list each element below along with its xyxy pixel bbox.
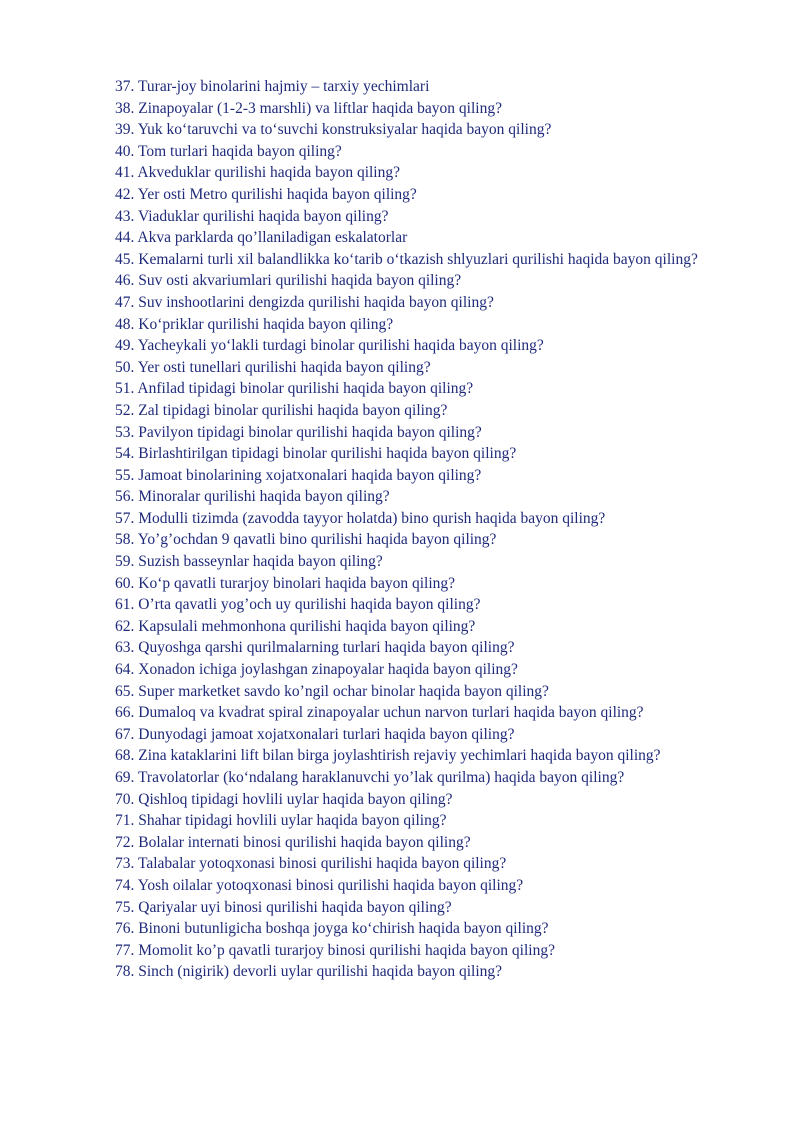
question-item [115, 314, 742, 336]
question-item [115, 637, 742, 659]
question-number: 73. [115, 855, 135, 873]
question-item [115, 98, 742, 120]
question-item [115, 529, 742, 551]
question-text: Qariyalar uyi binosi qurilishi haqida bayon qiling? [138, 898, 452, 916]
question-text: Akveduklar qurilishi haqida bayon qiling? [137, 164, 400, 182]
question-text: Tom turlari haqida bayon qiling? [137, 142, 342, 160]
question-number: 67. [115, 725, 135, 743]
question-item [115, 206, 742, 228]
question-number: 40. [115, 142, 135, 160]
question-number: 55. [115, 466, 135, 484]
question-item [115, 875, 742, 897]
question-text: Kapsulali mehmonhona qurilishi haqida bayon qiling? [138, 617, 476, 635]
question-text: Suv inshootlarini dengizda qurilishi haqida bayon qiling? [138, 293, 494, 311]
question-text: Suzish basseynlar haqida bayon qiling? [138, 553, 383, 571]
question-text: Talabalar yotoqxonasi binosi qurilishi haqida bayon qiling? [137, 855, 507, 873]
question-item [115, 767, 742, 789]
question-number: 44. [115, 229, 135, 247]
question-text: Yuk ko‘taruvchi va to‘suvchi konstruksiyalar haqida bayon qiling? [137, 121, 552, 139]
question-item [115, 400, 742, 422]
question-number: 38. [115, 99, 135, 117]
question-item [115, 162, 742, 184]
question-item [115, 508, 742, 530]
question-number: 59. [115, 553, 135, 571]
question-text: Travolatorlar (ko‘ndalang haraklanuvchi yo’lak qurilma) haqida bayon qiling? [137, 769, 625, 786]
question-number: 57. [115, 509, 135, 527]
question-number: 56. [115, 488, 135, 506]
question-number: 72. [115, 833, 135, 851]
question-number: 47. [115, 293, 135, 311]
question-item [115, 270, 742, 292]
question-number: 52. [115, 401, 135, 419]
question-number: 69. [115, 769, 135, 786]
question-item [115, 745, 742, 767]
question-text: Turar-joy binolarini hajmiy – tarxiy yechimlari [137, 78, 430, 95]
question-text: Ko‘p qavatli turarjoy binolari haqida bayon qiling? [138, 574, 456, 592]
question-item [115, 119, 742, 141]
question-item [115, 616, 742, 638]
question-text: Yacheykali yo‘lakli turdagi binolar qurilishi haqida bayon qiling? [137, 337, 544, 355]
question-number: 77. [115, 941, 135, 959]
question-item [115, 249, 742, 271]
question-text: Zina kataklarini lift bilan birga joylashtirish rejaviy yechimlari haqida bayon qiling? [138, 747, 661, 765]
question-number: 49. [115, 337, 135, 355]
question-item [115, 141, 742, 163]
question-number: 41. [115, 164, 135, 182]
question-text: Super marketket savdo ko’ngil ochar binolar haqida bayon qiling? [138, 682, 549, 700]
question-text: Yer osti tunellari qurilishi haqida bayon qiling? [137, 358, 431, 376]
question-text: Shahar tipidagi hovlili uylar haqida bayon qiling? [138, 812, 447, 830]
question-item [115, 357, 742, 379]
question-item [115, 594, 742, 616]
question-number: 70. [115, 790, 135, 808]
question-text: Sinch (nigirik) devorli uylar qurilishi haqida bayon qiling? [138, 963, 503, 981]
question-item [115, 378, 742, 400]
document-page [115, 76, 742, 983]
question-item [115, 76, 742, 98]
question-item [115, 832, 742, 854]
question-number: 71. [115, 812, 135, 830]
question-text: Dunyodagi jamoat xojatxonalari turlari haqida bayon qiling? [138, 725, 515, 743]
question-item [115, 853, 742, 875]
question-item [115, 184, 742, 206]
question-number: 39. [115, 121, 135, 139]
question-number: 75. [115, 898, 135, 916]
question-number: 43. [115, 207, 135, 225]
question-text: Kemalarni turli xil balandlikka ko‘tarib o‘tkazish shlyuzlari qurilishi haqida bayon qiling? [138, 250, 698, 268]
question-item [115, 961, 742, 983]
question-number: 42. [115, 185, 135, 203]
question-text: Pavilyon tipidagi binolar qurilishi haqida bayon qiling? [138, 423, 482, 441]
question-number: 65. [115, 682, 135, 700]
question-text: Jamoat binolarining xojatxonalari haqida bayon qiling? [138, 466, 482, 484]
question-text: Dumaloq va kvadrat spiral zinapoyalar uchun narvon turlari haqida bayon qiling? [138, 704, 644, 722]
question-text: Akva parklarda qo’llaniladigan eskalatorlar [137, 229, 408, 247]
question-number: 60. [115, 574, 135, 592]
question-item [115, 443, 742, 465]
question-text: Ko‘priklar qurilishi haqida bayon qiling? [138, 315, 394, 333]
question-item [115, 897, 742, 919]
question-item [115, 227, 742, 249]
question-number: 62. [115, 617, 135, 635]
question-item [115, 486, 742, 508]
question-text: Yer osti Metro qurilishi haqida bayon qiling? [137, 185, 417, 203]
question-list [115, 76, 742, 983]
question-number: 46. [115, 272, 135, 290]
question-number: 58. [115, 531, 135, 549]
question-item [115, 335, 742, 357]
question-item [115, 681, 742, 703]
question-text: Quyoshga qarshi qurilmalarning turlari haqida bayon qiling? [138, 639, 515, 657]
question-text: Modulli tizimda (zavodda tayyor holatda) bino qurish haqida bayon qiling? [138, 509, 606, 527]
question-text: Zal tipidagi binolar qurilishi haqida bayon qiling? [138, 401, 448, 419]
question-number: 78. [115, 963, 135, 981]
question-text: Bolalar internati binosi qurilishi haqida bayon qiling? [138, 833, 471, 851]
question-text: Momolit ko’p qavatli turarjoy binosi qurilishi haqida bayon qiling? [138, 941, 555, 959]
question-item [115, 465, 742, 487]
question-number: 63. [115, 639, 135, 657]
question-number: 51. [115, 380, 135, 398]
question-text: Yosh oilalar yotoqxonasi binosi qurilishi haqida bayon qiling? [137, 876, 524, 894]
question-text: Viaduklar qurilishi haqida bayon qiling? [137, 207, 389, 225]
question-item [115, 551, 742, 573]
question-number: 53. [115, 423, 135, 441]
question-text: Binoni butunligicha boshqa joyga ko‘chirish haqida bayon qiling? [138, 920, 549, 938]
question-text: Zinapoyalar (1-2-3 marshli) va liftlar haqida bayon qiling? [138, 99, 502, 117]
question-item [115, 573, 742, 595]
question-text: Suv osti akvariumlari qurilishi haqida bayon qiling? [138, 272, 462, 290]
question-number: 74. [115, 876, 135, 894]
question-number: 37. [115, 78, 135, 95]
question-text: Xonadon ichiga joylashgan zinapoyalar haqida bayon qiling? [138, 661, 518, 679]
question-item [115, 659, 742, 681]
question-number: 61. [115, 596, 135, 614]
question-item [115, 918, 742, 940]
question-number: 68. [115, 747, 135, 765]
question-text: Qishloq tipidagi hovlili uylar haqida bayon qiling? [138, 790, 453, 808]
question-item [115, 724, 742, 746]
question-item [115, 940, 742, 962]
question-number: 76. [115, 920, 135, 938]
question-text: Yo’g’ochdan 9 qavatli bino qurilishi haqida bayon qiling? [137, 531, 497, 549]
question-item [115, 702, 742, 724]
question-text: O’rta qavatli yog’och uy qurilishi haqida bayon qiling? [138, 596, 481, 614]
question-number: 54. [115, 445, 135, 463]
question-item [115, 810, 742, 832]
question-text: Anfilad tipidagi binolar qurilishi haqida bayon qiling? [137, 380, 474, 398]
question-item [115, 292, 742, 314]
question-number: 45. [115, 250, 135, 268]
question-text: Minoralar qurilishi haqida bayon qiling? [138, 488, 390, 506]
question-number: 50. [115, 358, 135, 376]
question-number: 64. [115, 661, 135, 679]
question-text: Birlashtirilgan tipidagi binolar qurilishi haqida bayon qiling? [138, 445, 517, 463]
question-item [115, 422, 742, 444]
question-item [115, 789, 742, 811]
question-number: 48. [115, 315, 135, 333]
question-number: 66. [115, 704, 135, 722]
